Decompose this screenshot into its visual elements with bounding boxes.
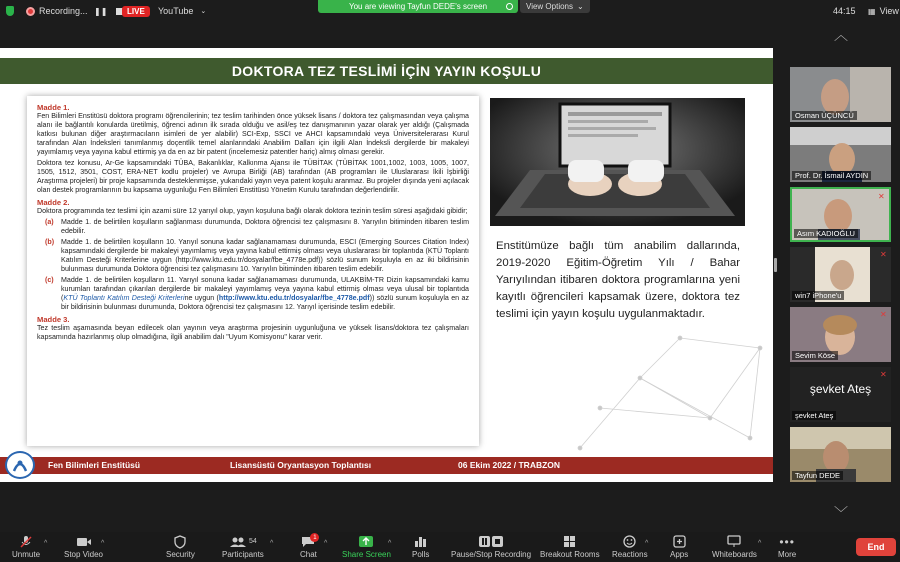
footer-event: Lisansüstü Oryantasyon Toplantısı [230,460,372,470]
recording-label: Recording... [39,6,88,16]
gallery-down-chevron-icon[interactable]: ﹀ [834,505,848,521]
participants-caret-icon[interactable]: ^ [270,540,274,547]
slide-footer [0,457,773,474]
slide-body-text: Enstitümüze bağlı tüm anabilim dallarında, 2019-2020 Eğitim-Öğretim Yılı / Bahar Yarıyılından itibaren doktora programlarına yeni kayıtlı öğrencileri kapsamak üzere, doktora tez teslimi için yayın koşulu uygulanmaktadır. [496,240,740,320]
whiteboards-button[interactable]: Whiteboards [712,534,757,562]
participants-count: 54 [249,538,257,545]
regulation-document [27,96,479,446]
participant-tile[interactable]: Prof. Dr. İsmail AYDIN [790,127,891,182]
madde-1-paragraph-2: Doktora tez konusu, Ar-Ge kapsamındaki TÜBA, Bakanlıklar, Kalkınma Ajansı ile TÜBİTAK (TÜBİTAK 1001,1002, 1003, 1005, 1007, 1505, 1512, 3501, COST, ERA-NET kodlu projeler) ve Avrupa Birliği (AB) tarafından (AB programları ile Uluslararası İkili İşbirliği Araştırma projeleri) bir proje kapsamında desteklenmişse, yukarıdaki yayın veya patent koşulu aranmaz. Bu projeler dışında yeni açılacak olan destek programlarının bu kapsama uygunluğu Fen Bilimleri Enstitüsü Yönetim Kurulu tarafından değerlendirilir. [37,159,469,194]
pause-icon[interactable]: ❚❚ [94,6,108,16]
network-decoration-icon [560,318,773,458]
security-shield[interactable] [6,0,14,22]
grid-icon: ▦ [868,6,876,16]
mic-muted-icon: ✕ [880,310,887,319]
breakout-rooms-button[interactable]: Breakout Rooms [540,534,600,562]
record-dot-icon [26,7,35,16]
share-screen-icon [358,534,374,549]
chevron-down-icon: ⌄ [577,2,584,11]
laptop-image-icon [490,98,745,226]
laptop-typing-photo [490,98,745,226]
slide-title: DOKTORA TEZ TESLİMİ İÇİN YAYIN KOŞULU [231,63,542,79]
institute-logo-icon [5,451,35,479]
stop-video-button[interactable]: Stop Video [64,534,103,562]
meeting-timer: 44:15 [833,6,856,16]
chat-button[interactable]: 1 Chat [300,534,317,562]
participant-tile[interactable]: Sevim Köse ✕ [790,307,891,362]
pdf-link: http://www.ktu.edu.tr/dosyalar/fbe_4778e.pdf [218,294,370,302]
view-button[interactable]: ▦ View [868,6,899,16]
madde-2-paragraph-1: Doktora programında tez teslimi için azami süre 12 yarıyıl olup, yayın koşuluna bağlı olarak doktora tezinin teslim süresi aşağıdaki gibidir; [37,207,468,215]
footer-institute: Fen Bilimleri Enstitüsü [48,460,141,470]
pause-stop-recording-button[interactable]: Pause/Stop Recording [451,534,531,562]
recording-controls[interactable] [94,0,123,22]
mic-muted-icon: ✕ [878,192,885,201]
madde-2-item-b: (b) Madde 1. de belirtilen koşulların 10. Yarıyıl sonuna kadar sağlanamaması durumunda, ESCI (Emerging Sources Citation Index) kapsamındaki dergilerde bir makaleyi yayımlamış veya yayına kabul ettirmiş olması veya uluslararası bir toplantıda (KTÜ Toplantı Katılım Desteği Kriterlerine uygun (http://www.ktu.edu.tr/dosyalar/fbe_4778e.pdf)) sözlü sunum koşuluyla en az iki bildirisinin bulunması durumunda Doktora öğrencisi tez çalışmasını 10. Yarıyılın bitiminden itibaren teslim edebilir. [45,238,469,273]
youtube-label: YouTube [158,6,194,16]
apps-icon [673,534,686,549]
shield-icon [6,6,14,16]
madde-3-paragraph-1: Tez teslim aşamasında beyan edilecek olan yayının veya araştırma projesinin uygunluğuna ve yüksek lisans/doktora tez çalışmaları kapsamında hazırlanmış olup olmadığına, ilgili anabilim dalı "Uyum Komisyonu" karar verir. [37,324,469,341]
shield-icon [174,534,186,549]
madde-3-title: Madde 3. [37,315,70,324]
screen-share-banner: You are viewing Tayfun DEDE's screen [318,0,518,13]
footer-date: 06 Ekim 2022 / TRABZON [458,460,561,470]
people-icon [229,536,247,548]
slide-header [0,58,773,84]
livestream-platform[interactable] [158,0,206,22]
live-badge[interactable]: LIVE [122,0,150,22]
reactions-caret-icon[interactable]: ^ [645,540,649,547]
participants-button[interactable]: 54 Participants [222,534,264,562]
madde-2-title: Madde 2. [37,198,70,207]
participant-tile[interactable]: Tayfun DEDE [790,427,891,482]
more-dots-icon: ••• [779,534,795,549]
shared-slide [0,48,773,482]
recording-indicator[interactable] [26,0,88,22]
view-options-button[interactable]: View Options ⌄ [520,0,590,13]
video-options-caret-icon[interactable]: ^ [101,540,105,547]
participant-tile[interactable]: Osman ÜÇÜNCÜ [790,67,891,122]
madde-1-title: Madde 1. [37,103,70,112]
chat-unread-badge: 1 [310,533,319,542]
mic-off-icon [19,534,33,549]
apps-button[interactable]: Apps [670,534,688,562]
unmute-button[interactable]: Unmute [12,534,40,562]
share-screen-button[interactable]: Share Screen [342,534,391,562]
chat-caret-icon[interactable]: ^ [324,540,328,547]
mic-muted-icon: ✕ [880,370,887,379]
participant-gallery [780,22,900,532]
chat-bubble-icon [301,534,315,549]
reactions-button[interactable]: Reactions [612,534,648,562]
split-view-handle[interactable] [774,258,777,272]
chevron-down-icon: ⌄ [200,8,207,15]
madde-2-item-a: (a) Madde 1. de belirtilen koşulların sağlanması durumunda, Doktora öğrencisi tez çalışmasını 8. Yarıyılın bitiminden itibaren teslim edebilir. [45,218,469,235]
more-button[interactable]: ••• More [778,534,797,559]
participant-tile-active-speaker[interactable]: Asım KADIOĞLU ✕ [790,187,891,242]
banner-status-icon [506,3,513,10]
share-caret-icon[interactable]: ^ [388,540,392,547]
criteria-link: KTÜ Toplantı Katılım Desteği Kriterleri [63,294,185,302]
bar-chart-icon [414,534,427,549]
pause-stop-icon [478,535,504,548]
madde-1-paragraph-1: Fen Bilimleri Enstitüsü doktora programı öğrencilerinin; tez teslim tarihinden önce yüksek lisans / doktora tez çalışmasından veya çalışma alanı ile bağlantılı konularda üretilmiş, öğrenci adının ilk sırada olduğu ve asil/eş tez danışmanının yazar olarak yer aldığı (Çalışmada katkısı bulunan diğer araştırmacıların isimleri de yer alabilir) SCI-Exp, SSCI ve AHCI kapsamındaki veya Üniversitelerarası Kurul tarafından Alan İndeksleri tanımlanmış doçentlik temel alanlarındaki Anabilim Dalları için ilgili Alan İndeksli dergilerde bir makaleyi yayımlamış veya yayına kabul ettirmiş ya da en az bir patent (incelemesiz patentler hariç) almış olması gerekir. [37,112,469,156]
smiley-icon [623,534,636,549]
gallery-up-chevron-icon[interactable]: ︿ [834,27,848,43]
participant-tile[interactable]: win7 iPhone'u ✕ [790,247,891,302]
madde-2-item-c: (c) Madde 1. de belirtilen koşulların 11. Yarıyıl sonuna kadar sağlanamaması durumunda, ULAKBİM-TR Dizin kapsamındaki kamu kurumları tarafından çıkarılan dergilerde bir makaleyi yayımlamış veya yayına kabul ettirmiş olması veya ulusal bir toplantıda (KTÜ Toplantı Katılım Desteği Kriterlerine uygun (http://www.ktu.edu.tr/dosyalar/fbe_4778e.pdf)) sözlü sunum koşuluyla en az bir bildirisinin bulunması durumunda, Doktora öğrencisi tez çalışmasını 12. Yarıyıl içerisinde teslim edebilir. [45,276,469,311]
meeting-toolbar [0,532,900,562]
mic-muted-icon: ✕ [880,250,887,259]
audio-options-caret-icon[interactable]: ^ [44,540,48,547]
video-camera-icon [76,534,92,549]
whiteboard-icon [727,534,741,549]
whiteboards-caret-icon[interactable]: ^ [758,540,762,547]
end-meeting-button[interactable]: End [856,538,896,556]
security-button[interactable]: Security [166,534,195,562]
polls-button[interactable]: Polls [412,534,429,562]
participant-tile-no-video[interactable]: şevket Ateş şevket Ateş ✕ [790,367,891,422]
breakout-grid-icon [563,534,576,549]
